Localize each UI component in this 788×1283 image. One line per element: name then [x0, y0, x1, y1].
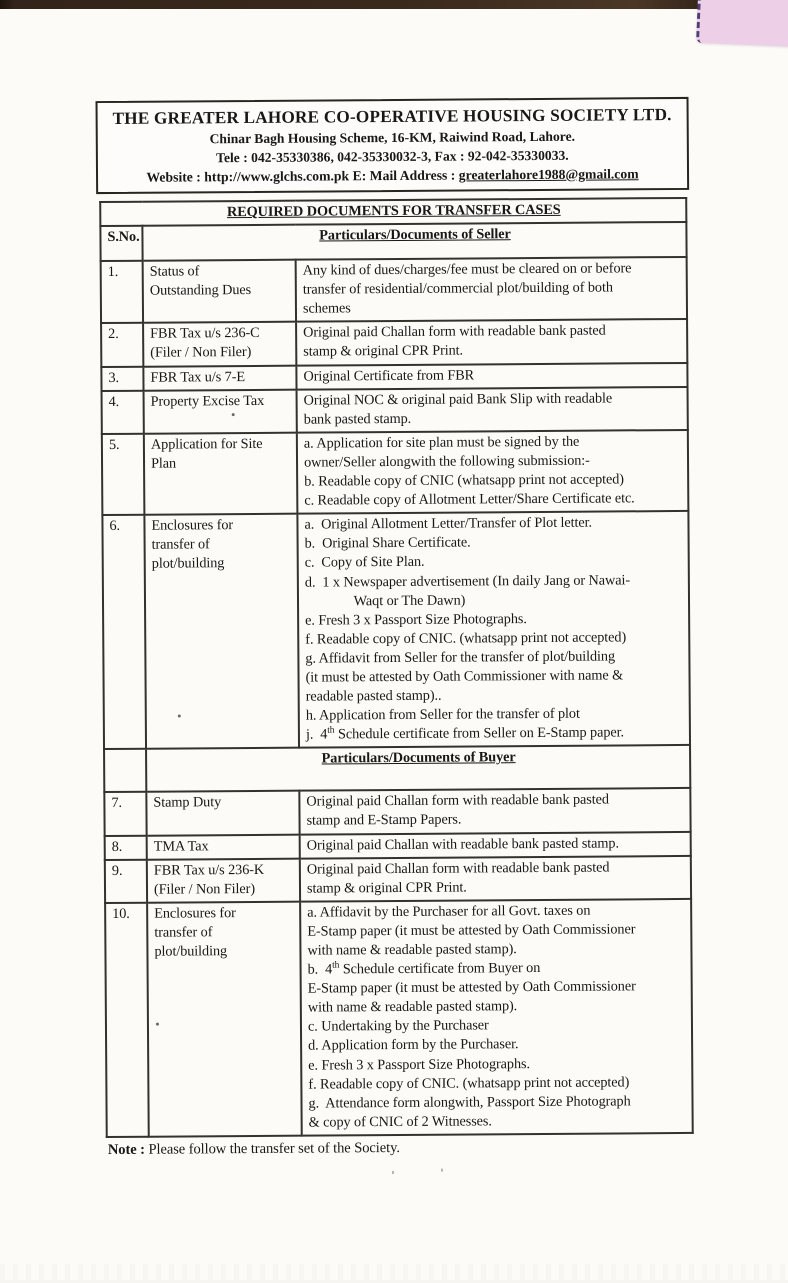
sno-cell: 2.	[101, 323, 143, 366]
particulars-cell: FBR Tax u/s 236-K (Filer / Non Filer)	[147, 858, 300, 902]
section-title-cell	[146, 745, 690, 792]
table-row	[105, 856, 691, 903]
particulars-cell: Status of Outstanding Dues	[143, 260, 296, 323]
sno-cell: 4.	[102, 390, 144, 433]
note-label: Note :	[107, 1141, 149, 1158]
documents-cell: a. Original Allotment Letter/Transfer of Plot letter. b. Original Share Certificate. c. Copy of Site Plan. d. 1 x Newspaper advertisement (In daily Jang or Nawai- Waqt or The Dawn) e. Fresh 3 x Passport Size Photographs. f. Readable copy of CNIC. (whatsapp print not accepted) g. Affidavit from Seller for the transfer of plot/building (it must be attested by Oath Commissioner with name & readable pasted stamp).. h. Application from Seller for the transfer of plot j. 4th Schedule certificate from Seller on E-Stamp paper.	[297, 511, 690, 748]
scan-artifact-dot	[232, 413, 235, 416]
documents-cell: Original NOC & original paid Bank Slip with readable bank pasted stamp.	[297, 387, 688, 433]
documents-cell: a. Affidavit by the Purchaser for all Govt. taxes on E-Stamp paper (it must be attested by Oath Commissioner with name & readable pasted stamp). b. 4th Schedule certificate from Buyer on E-Stamp paper (it must be attested by Oath Commissioner with name & readable pasted stamp). c. Undertaking by the Purchaser d. Application form by the Purchaser. e. Fresh 3 x Passport Size Photographs. f. Readable copy of CNIC. (whatsapp print not accepted) g. Attendance form alongwith, Passport Size Photograph & copy of CNIC of 2 Witnesses.	[300, 899, 693, 1136]
table-row	[101, 319, 687, 366]
section-title-cell	[142, 222, 686, 261]
particulars-cell: TMA Tax	[147, 834, 300, 859]
society-address: Chinar Bagh Housing Scheme, 16-KM, Raiwind Road, Lahore.	[209, 128, 576, 147]
footer-note	[108, 1138, 696, 1159]
table-row	[101, 257, 687, 323]
email-address: greaterlahore1988@gmail.com	[458, 166, 639, 183]
particulars-cell: Enclosures for transfer of plot/building	[144, 514, 299, 749]
particulars-cell: Application for Site Plan	[144, 433, 298, 515]
sno-cell: 7.	[104, 792, 146, 835]
society-name: THE GREATER LAHORE CO-OPERATIVE HOUSING SOCIETY LTD.	[112, 105, 672, 128]
table-row	[102, 430, 689, 515]
scan-artifact-dot	[156, 1023, 159, 1026]
pink-sticky-tab	[696, 0, 788, 47]
sno-cell: 1.	[101, 261, 143, 324]
website-label: Website : http://www.glchs.com.pk E: Mail Address :	[146, 167, 459, 185]
section-header-row	[100, 222, 686, 261]
documents-cell: Original paid Challan with readable bank pasted stamp.	[300, 831, 691, 858]
society-phone-fax: Tele : 042-35330386, 042-35330032-3, Fax : 92-042-35330033.	[216, 147, 569, 166]
sno-cell: 5.	[102, 434, 145, 516]
scanner-edge-strip	[0, 0, 722, 9]
sno-cell: 8.	[105, 835, 147, 859]
table-row	[104, 788, 690, 835]
transfer-table-body	[100, 198, 693, 1137]
table-row	[102, 387, 688, 434]
section-title: Particulars/Documents of Seller	[319, 226, 511, 244]
sno-cell: 3.	[101, 366, 143, 390]
scan-bottom-noise	[0, 1264, 788, 1280]
section-title: Particulars/Documents of Buyer	[321, 749, 516, 767]
sno-cell: 6.	[102, 515, 146, 749]
particulars-cell: FBR Tax u/s 7-E	[143, 365, 296, 390]
documents-cell: Original paid Challan form with readable bank pasted stamp & original CPR Print.	[300, 856, 691, 902]
sno-header-cell: S.No.	[100, 226, 142, 261]
letterhead	[96, 97, 690, 194]
documents-cell: Original paid Challan form with readable bank pasted stamp and E-Stamp Papers.	[299, 788, 690, 834]
sno-cell: 9.	[105, 859, 147, 902]
particulars-cell: Enclosures for transfer of plot/building	[147, 901, 302, 1136]
society-website-email	[99, 164, 686, 188]
particulars-cell: Property Excise Tax	[144, 389, 297, 433]
particulars-cell: Stamp Duty	[146, 791, 299, 835]
scan-artifact-dot	[178, 714, 181, 717]
required-documents-section	[99, 197, 696, 1159]
transfer-documents-table	[99, 197, 694, 1138]
documents-cell: Original paid Challan form with readable bank pasted stamp & original CPR Print.	[296, 319, 687, 365]
documents-cell: Any kind of dues/charges/fee must be cleared on or before transfer of residential/commercial plot/building of both schemes	[296, 257, 687, 322]
table-row	[102, 511, 690, 749]
scan-artifact-speck	[441, 1169, 443, 1172]
documents-cell: Original Certificate from FBR	[296, 363, 687, 390]
note-text: Please follow the transfer set of the Society.	[148, 1139, 400, 1158]
documents-cell: a. Application for site plan must be signed by the owner/Seller alongwith the following submission:- b. Readable copy of CNIC (whatsapp print not accepted) c. Readable copy of Allotment Letter/Share Certificate etc.	[297, 430, 689, 514]
section-header-row	[104, 745, 690, 792]
page-title: REQUIRED DOCUMENTS FOR TRANSFER CASES	[226, 201, 561, 221]
sno-cell: 10.	[105, 903, 149, 1137]
table-row	[105, 899, 693, 1137]
sno-header-cell	[104, 749, 146, 792]
particulars-cell: FBR Tax u/s 236-C (Filer / Non Filer)	[143, 322, 296, 366]
scan-artifact-speck	[392, 1171, 394, 1174]
